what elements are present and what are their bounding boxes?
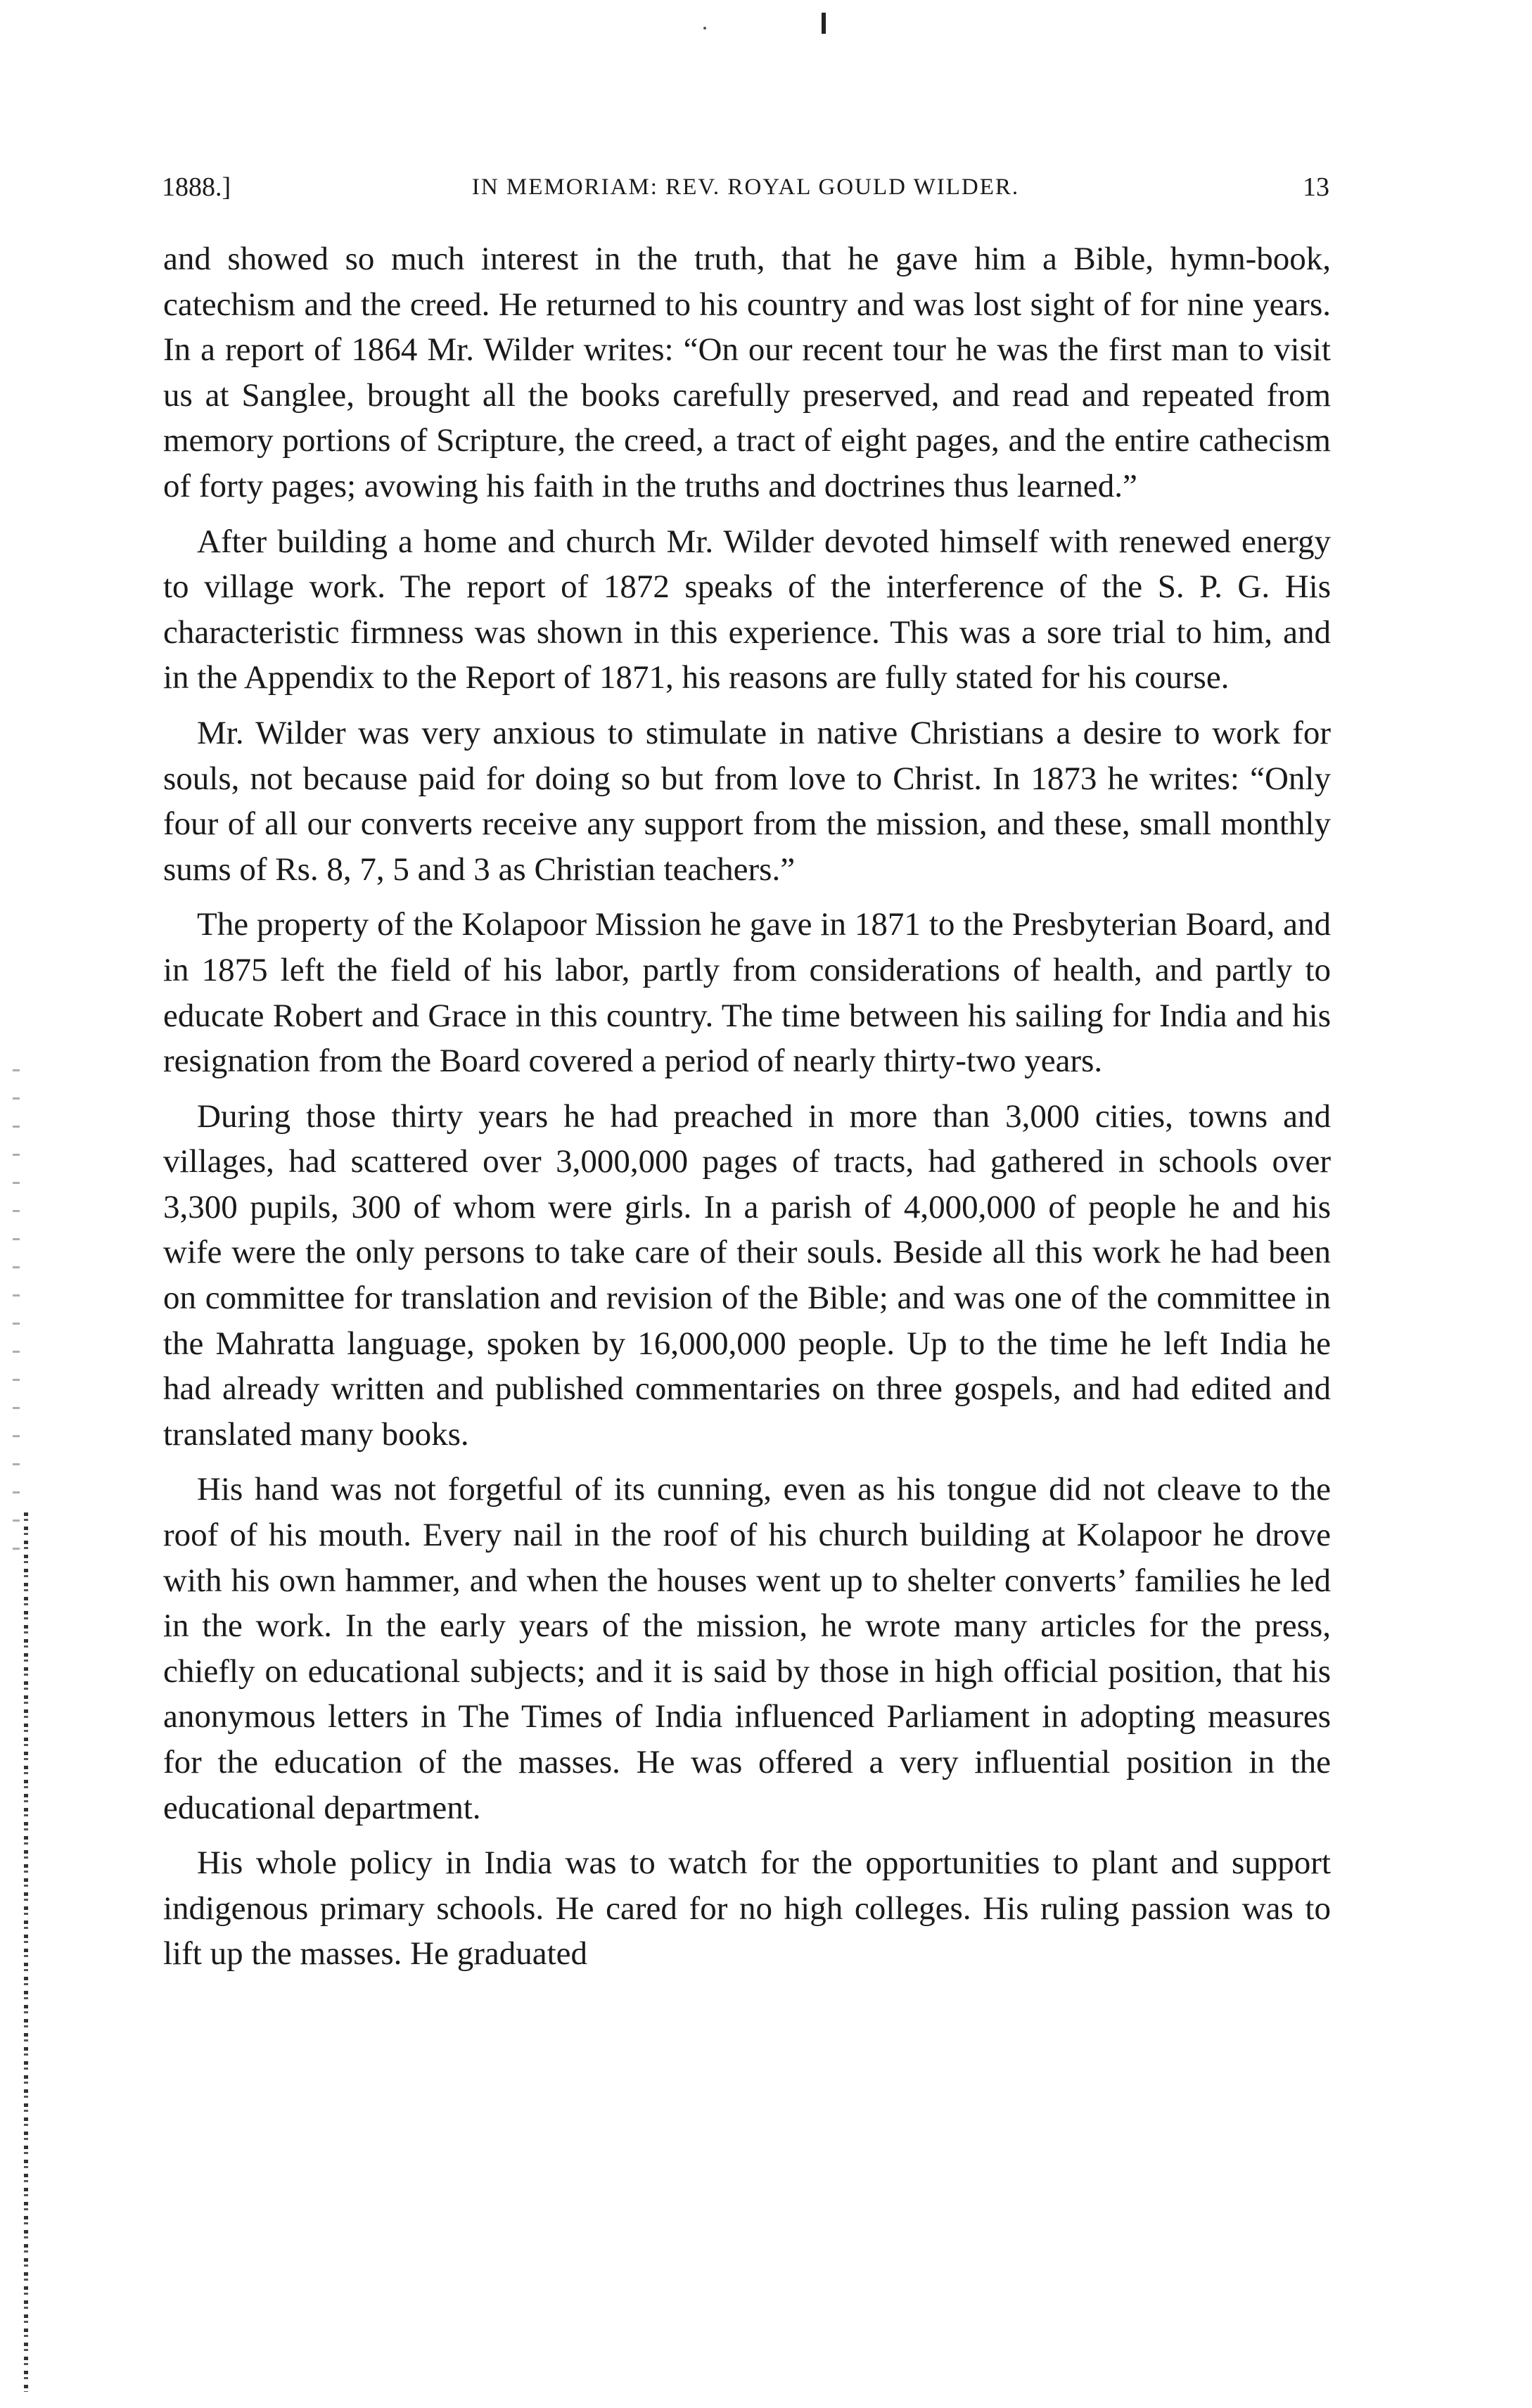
header-year: 1888.]: [162, 172, 231, 202]
header-title: IN MEMORIAM: REV. ROYAL GOULD WILDER.: [471, 174, 1020, 200]
paragraph: After building a home and church Mr. Wilder devoted himself with renewed energy to village work. The report of 1872 speaks of the interference of the S. P. G. His characteristic firmness was shown in this experience. This was a sore trial to him, and in the Appendix to the Report of 1871, his reasons are fully stated for his course.: [163, 523, 1331, 696]
paragraph: The property of the Kolapoor Mission he gave in 1871 to the Presbyterian Board, and in 1875 left the field of his labor, partly from considerations of health, and partly to educate Robert and Grace in this country. The time between his sailing for India and his resignation from the Board covered a period of nearly thirty-two years.: [163, 906, 1331, 1080]
margin-scan-specks: [13, 1069, 20, 1562]
running-head: [162, 166, 1329, 208]
page-number: 13: [1303, 172, 1329, 202]
paragraph: Mr. Wilder was very anxious to stimulate in native Christians a desire to work for souls, not because paid for doing so but from love to Christ. In 1873 he writes: “Only four of all our converts receive any support from the mission, and these, small monthly sums of Rs. 8, 7, 5 and 3 as Christian teachers.”: [163, 714, 1331, 888]
page-mark: [822, 13, 826, 34]
body-text: [163, 236, 1331, 1987]
paragraph: and showed so much interest in the truth, that he gave him a Bible, hymn-book, catechism and the creed. He returned to his country and was lost sight of for nine years. In a report of 1864 Mr. Wilder writes: “On our recent tour he was the first man to visit us at Sanglee, brought all the books carefully preserved, and read and repeated from memory portions of Scripture, the creed, a tract of eight pages, and the entire cathecism of forty pages; avowing his faith in the truths and doctrines thus learned.”: [163, 241, 1331, 504]
paragraph: During those thirty years he had preached in more than 3,000 cities, towns and villages, had scattered over 3,000,000 pages of tracts, had gathered in schools over 3,300 pupils, 300 of whom were girls. In a parish of 4,000,000 of people he and his wife were the only persons to take care of their souls. Beside all this work he had been on committee for translation and revision of the Bible; and was one of the committee in the Mahratta language, spoken by 16,000,000 people. Up to the time he left India he had already written and published commentaries on three gospels, and had edited and translated many books.: [163, 1097, 1331, 1453]
binding-edge-shadow: [24, 1512, 28, 2392]
paragraph: His hand was not forgetful of its cunning, even as his tongue did not cleave to the roof of his mouth. Every nail in the roof of his church building at Kolapoor he drove with his own hammer, and when the houses went up to shelter converts’ families he led in the work. In the early years of the mission, he wrote many articles for the press, chiefly on educational subjects; and it is said by those in high official position, that his anonymous letters in The Times of India influenced Parliament in adopting measures for the education of the masses. He was offered a very influential position in the educational department.: [163, 1471, 1331, 1826]
page-speck: [703, 27, 706, 30]
paragraph: His whole policy in India was to watch for the opportunities to plant and support indigenous primary schools. He cared for no high colleges. His ruling passion was to lift up the masses. He graduated: [163, 1845, 1331, 1973]
